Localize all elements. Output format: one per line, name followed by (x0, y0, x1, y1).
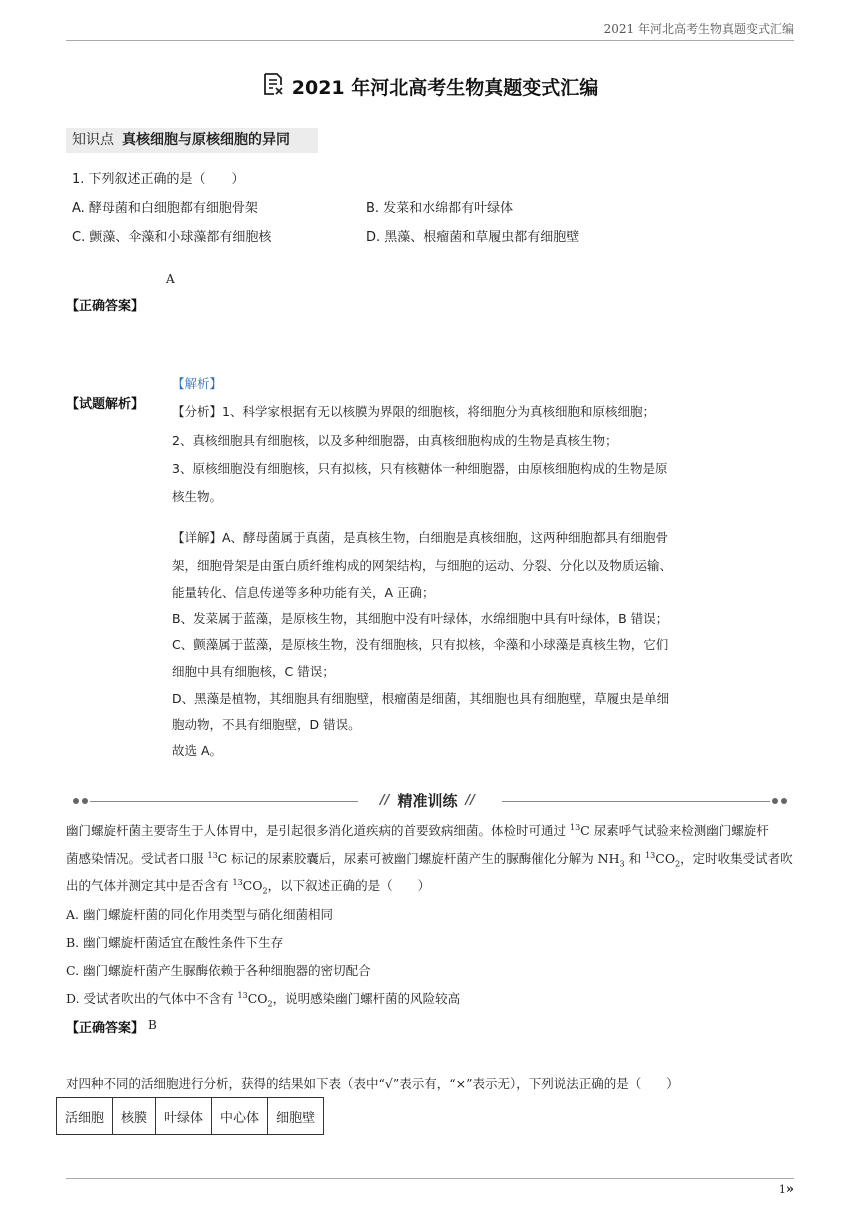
q2-stem-text: C 标记的尿素胶囊后，尿素可被幽门螺旋杆菌产生的脲酶催化分解为 NH (217, 851, 620, 866)
cell-comparison-table (56, 1097, 324, 1135)
q1-stem: 1. 下列叙述正确的是（ ） (72, 172, 245, 187)
header-divider (66, 40, 794, 41)
q1-detail-line-5: C、颤藻属于蓝藻，是原核生物，没有细胞核，只有拟核，伞藻和小球藻是真核生物，它们 (172, 637, 669, 652)
subscript: 2 (675, 859, 681, 869)
banner-dot-right-2 (781, 798, 787, 804)
q3-table-wrap (56, 1097, 324, 1135)
q1-jiexi-tag: 【解析】 (172, 376, 223, 391)
isotope-superscript: 13 (232, 877, 243, 887)
double-chevron-icon: » (785, 1182, 794, 1197)
subscript: 3 (619, 859, 625, 869)
q3-stem: 对四种不同的活细胞进行分析，获得的结果如下表（表中“√”表示有，“×”表示无），下列说法正确的是（ ） (66, 1076, 679, 1091)
q1-detail-line-4: B、发菜属于蓝藻，是原核生物，其细胞中没有叶绿体，水绵细胞中具有叶绿体，B 错误； (172, 611, 669, 626)
table-header-cell: 核膜 (113, 1098, 156, 1135)
table-header-cell: 细胞壁 (268, 1098, 324, 1135)
q1-analysis-line-2: 2、真核细胞具有细胞核，以及多种细胞器，由真核细胞构成的生物是真核生物； (172, 433, 618, 448)
q1-detail-line-3: 能量转化、信息传递等多种功能有关，A 正确； (172, 585, 435, 600)
q1-detail-line-6: 细胞中具有细胞核，C 错误； (172, 664, 335, 679)
q1-option-d: D. 黑藻、根瘤菌和草履虫都有细胞壁 (366, 230, 580, 245)
doc-title-group (262, 72, 599, 101)
banner-slash-icon: // (465, 793, 476, 808)
banner-dot-left-2 (82, 798, 88, 804)
q2-stem-text: 和 (624, 851, 646, 866)
q2-stem-line-2 (66, 849, 796, 869)
q2-option-d-text: D. 受试者吹出的气体中不含有 (66, 991, 238, 1006)
q2-answer-label: 【正确答案】 (66, 1021, 145, 1036)
q1-answer-label: 【正确答案】 (66, 299, 145, 314)
banner-dot-left-1 (73, 798, 79, 804)
section-banner-title: 精准训练 (397, 792, 458, 810)
q1-answer-value: A (166, 272, 175, 286)
banner-line-left (90, 801, 358, 802)
knowledge-point-topic: 真核细胞与原核细胞的异同 (122, 132, 290, 148)
q2-stem-text: 出的气体并测定其中是否含有 (66, 878, 233, 893)
banner-slash-icon: // (380, 793, 390, 808)
q2-stem-line-1 (66, 821, 796, 839)
q1-analysis-line-4: 核生物。 (172, 489, 223, 504)
q1-analysis-label: 【试题解析】 (66, 397, 145, 412)
document-icon (262, 72, 284, 101)
table-header-cell: 叶绿体 (156, 1098, 212, 1135)
q2-stem-text: ，定时收集受试者吹 (680, 851, 793, 866)
q1-detail-line-2: 架，细胞骨架是由蛋白质纤维构成的网架结构，与细胞的运动、分裂、分化以及物质运输、 (172, 558, 673, 573)
banner-line-right (502, 801, 770, 802)
q2-option-d (66, 989, 796, 1009)
q2-option-c: C. 幽门螺旋杆菌产生脲酶依赖于各种细胞器的密切配合 (66, 963, 371, 978)
q1-analysis-line-1: 【分析】1、科学家根据有无以核膜为界限的细胞核，将细胞分为真核细胞和原核细胞； (172, 404, 655, 419)
q1-option-c: C. 颤藻、伞藻和小球藻都有细胞核 (72, 230, 272, 245)
knowledge-point-bar (66, 128, 318, 153)
q2-stem-text: CO (655, 851, 676, 866)
q1-option-b: B. 发菜和水绵都有叶绿体 (366, 201, 514, 216)
page-number: 1 (778, 1183, 786, 1196)
q2-stem-text: ，以下叙述正确的是（ ） (267, 878, 431, 893)
q1-option-a: A. 酵母菌和白细胞都有细胞骨架 (72, 201, 258, 216)
knowledge-point-label: 知识点 (72, 132, 114, 148)
isotope-superscript: 13 (207, 850, 218, 860)
table-header-cell: 活细胞 (57, 1098, 113, 1135)
subscript: 2 (262, 886, 268, 896)
isotope-superscript: 13 (569, 822, 581, 832)
q2-option-d-text: ，说明感染幽门螺杆菌的风险较高 (272, 991, 461, 1006)
q1-detail-line-8: 胞动物，不具有细胞壁，D 错误。 (172, 717, 361, 732)
q1-detail-line-7: D、黑藻是植物，其细胞具有细胞壁，根瘤菌是细菌，其细胞也具有细胞壁，草履虫是单细 (172, 691, 670, 706)
footer-divider (66, 1178, 794, 1179)
isotope-superscript: 13 (645, 850, 656, 860)
doc-title: 2021 年河北高考生物真题变式汇编 (291, 77, 599, 99)
q2-stem-text: C 尿素呼气试验来检测幽门螺旋杆 (580, 823, 769, 838)
q2-option-a: A. 幽门螺旋杆菌的同化作用类型与硝化细菌相同 (66, 907, 333, 922)
subscript: 2 (267, 999, 273, 1009)
q2-stem-line-3 (66, 876, 796, 896)
page-number-group (779, 1182, 794, 1197)
table-row (57, 1098, 324, 1135)
q1-analysis-line-3: 3、原核细胞没有细胞核，只有拟核，只有核糖体一种细胞器，由原核细胞构成的生物是原 (172, 461, 668, 476)
table-header-cell: 中心体 (212, 1098, 268, 1135)
q1-detail-line-1: 【详解】A、酵母菌属于真菌，是真核生物，白细胞是真核细胞，这两种细胞都具有细胞骨 (172, 530, 669, 545)
running-header: 2021 年河北高考生物真题变式汇编 (603, 22, 794, 36)
q2-stem-text: 幽门螺旋杆菌主要寄生于人体胃中，是引起很多消化道疾病的首要致病细菌。体检时可通过 (66, 823, 570, 838)
q2-stem-text: 菌感染情况。受试者口服 (66, 851, 208, 866)
q1-detail-line-9: 故选 A。 (172, 743, 223, 758)
q2-stem-text: CO (242, 878, 263, 893)
isotope-superscript: 13 (237, 990, 248, 1000)
q2-answer-value: B (148, 1018, 157, 1032)
q2-option-d-text: CO (247, 991, 268, 1006)
section-banner (380, 790, 475, 811)
q2-option-b: B. 幽门螺旋杆菌适宜在酸性条件下生存 (66, 935, 284, 950)
title-row (0, 72, 860, 101)
banner-dot-right-1 (772, 798, 778, 804)
